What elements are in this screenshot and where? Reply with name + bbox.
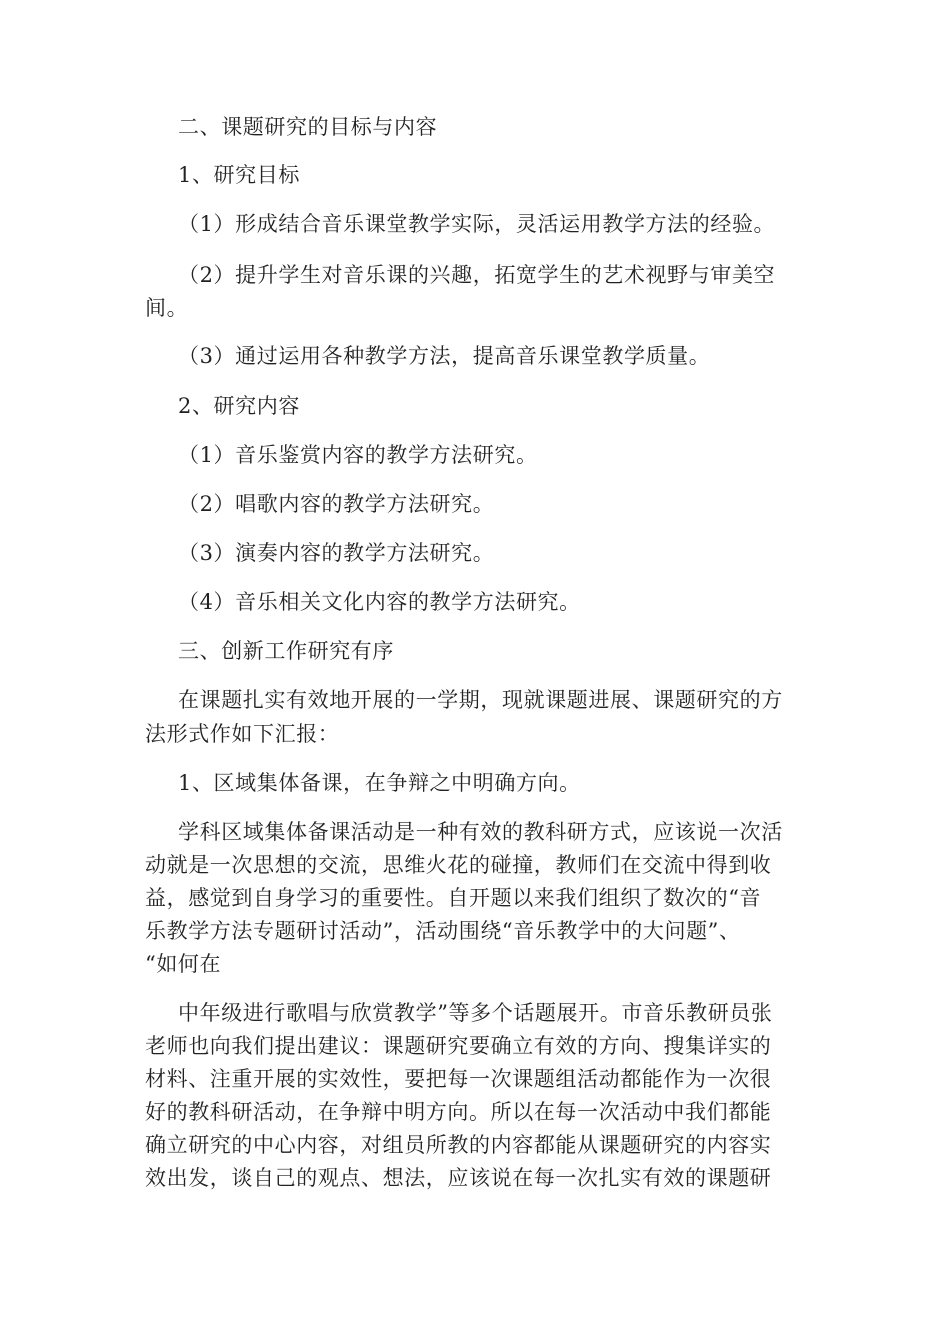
subsection-heading: 2、研究内容 xyxy=(178,394,300,418)
paragraph-line: 好的教科研活动，在争辩中明方向。所以在每一次活动中我们都能 xyxy=(145,1100,772,1124)
list-item-continuation: 间。 xyxy=(145,296,189,320)
list-item: （1）音乐鉴赏内容的教学方法研究。 xyxy=(178,443,538,467)
paragraph-line: 益，感觉到自身学习的重要性。自开题以来我们组织了数次的“音 xyxy=(145,886,762,910)
paragraph-line: “如何在 xyxy=(145,952,222,976)
list-item: （4）音乐相关文化内容的教学方法研究。 xyxy=(178,590,581,614)
paragraph-line: 中年级进行歌唱与欣赏教学”等多个话题展开。市音乐教研员张 xyxy=(178,1001,773,1025)
list-item: （3）通过运用各种教学方法，提高音乐课堂教学质量。 xyxy=(178,344,711,368)
list-item: （2）提升学生对音乐课的兴趣，拓宽学生的艺术视野与审美空 xyxy=(178,263,776,287)
paragraph-line: 效出发，谈自己的观点、想法，应该说在每一次扎实有效的课题研 xyxy=(145,1166,772,1190)
paragraph-line: 法形式作如下汇报： xyxy=(145,722,340,746)
paragraph-line: 材料、注重开展的实效性，要把每一次课题组活动都能作为一次很 xyxy=(145,1067,772,1091)
paragraph-line: 在课题扎实有效地开展的一学期，现就课题进展、课题研究的方 xyxy=(178,688,783,712)
list-item: （3）演奏内容的教学方法研究。 xyxy=(178,541,495,565)
paragraph-line: 老师也向我们提出建议：课题研究要确立有效的方向、搜集详实的 xyxy=(145,1034,772,1058)
section-heading: 二、课题研究的目标与内容 xyxy=(178,115,438,139)
list-item: （2）唱歌内容的教学方法研究。 xyxy=(178,492,495,516)
paragraph-line: 动就是一次思想的交流，思维火花的碰撞，教师们在交流中得到收 xyxy=(145,853,772,877)
section-heading: 三、创新工作研究有序 xyxy=(178,639,394,663)
paragraph-line: 确立研究的中心内容，对组员所教的内容都能从课题研究的内容实 xyxy=(145,1133,772,1157)
paragraph-line: 学科区域集体备课活动是一种有效的教科研方式，应该说一次活 xyxy=(178,820,783,844)
paragraph-line: 乐教学方法专题研讨活动”，活动围绕“音乐教学中的大问题”、 xyxy=(145,919,741,943)
subsection-heading: 1、研究目标 xyxy=(178,163,300,187)
list-item: （1）形成结合音乐课堂教学实际，灵活运用教学方法的经验。 xyxy=(178,212,776,236)
subsection-heading: 1、区域集体备课，在争辩之中明确方向。 xyxy=(178,771,581,795)
